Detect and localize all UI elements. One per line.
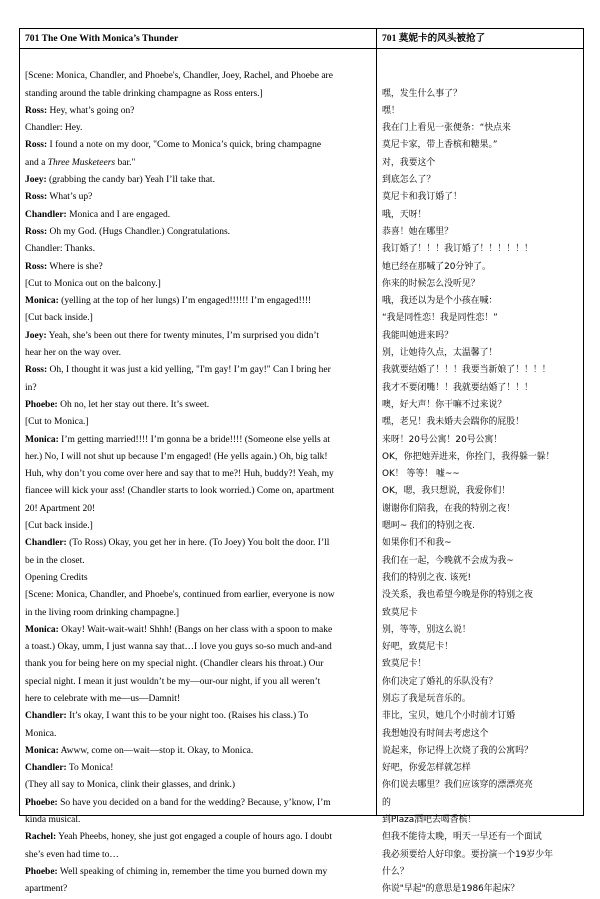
english-column	[20, 29, 377, 895]
script-line: a toast.) Okay, umm, I just wanna say that…I love you guys so-so much and-and	[25, 642, 332, 653]
script-line: Chandler: Monica and I are engaged.	[25, 209, 171, 220]
script-line: Monica: Awww, come on—wait—stop it. Okay, to Monica.	[25, 745, 254, 756]
chinese-column	[377, 29, 583, 895]
script-line: here to celebrate with me—us—Damnit!	[25, 693, 181, 704]
translation-line: 说起来，你记得上次烧了我的公寓吗？	[382, 745, 533, 756]
translation-line: 到Plaza酒吧去喝香槟！	[382, 815, 477, 826]
script-line: Ross: I found a note on my door, "Come to Monica’s quick, bring champagne	[25, 140, 322, 151]
script-line: Phoebe: Oh no, let her stay out there. It’s sweet.	[25, 399, 210, 410]
script-line: fiancee will kick your ass! (Chandler starts to look worried.) Come on, apartment	[25, 486, 335, 497]
script-line: Ross: Oh my God. (Hugs Chandler.) Congratulations.	[25, 226, 231, 237]
script-line: in?	[25, 382, 37, 393]
translation-line: 别忘了我是玩音乐的。	[382, 693, 471, 704]
script-line: Opening Credits	[25, 572, 88, 583]
script-line: Monica: (yelling at the top of her lungs) I’m engaged!!!!!! I’m engaged!!!!	[25, 296, 312, 307]
script-line: be in the closet.	[25, 555, 85, 566]
translation-line: 嘿，发生什么事了？	[382, 88, 462, 99]
translation-line: 但我不能待太晚，明天一早还有一个面试	[382, 832, 542, 843]
script-line: Ross: What’s up?	[25, 192, 93, 203]
translation-line: 来呀！20号公寓！20号公寓！	[382, 434, 503, 445]
translation-line: 好吧，你爱怎样就怎样	[382, 763, 471, 774]
script-line: Monica: Okay! Wait-wait-wait! Shhh! (Bangs on her class with a spoon to make	[25, 624, 333, 635]
script-line: [Cut back inside.]	[25, 521, 93, 532]
translation-line: 嘿！	[382, 105, 400, 116]
script-line: and a Three Musketeers bar."	[25, 157, 136, 168]
translation-line: 对，我要这个	[382, 157, 436, 168]
script-line: Chandler: It’s okay, I want this to be your night too. (Raises his class.) To	[25, 711, 309, 722]
translation-line: 恭喜！她在哪里？	[382, 226, 453, 237]
script-line: Phoebe: So have you decided on a band for the wedding? Because, y’know, I’m	[25, 797, 331, 808]
english-title: 701 The One With Monica’s Thunder	[20, 29, 376, 49]
script-line: thank you for being here on my special night. (Chandler clears his throat.) Our	[25, 659, 324, 670]
translation-line: 我想她没有时间去考虑这个	[382, 728, 489, 739]
translation-line: 嘿，老兄！我未婚夫会踹你的屁股！	[382, 417, 524, 428]
script-line: kinda musical.	[25, 815, 81, 826]
translation-line: 嗯呵~ 我们的特别之夜.	[382, 521, 475, 532]
script-line: Monica.	[25, 728, 57, 739]
script-line: Chandler: (To Ross) Okay, you get her in here. (To Joey) You bolt the door. I’ll	[25, 538, 330, 549]
translation-line: 我们的特别之夜. 该死!	[382, 572, 472, 583]
translation-line: 的	[382, 797, 391, 808]
translation-line: 没关系，我也希望今晚是你的特别之夜	[382, 590, 533, 601]
translation-line: 到底怎么了？	[382, 175, 436, 186]
translation-line: 你说"早起"的意思是1986年起床？	[382, 884, 520, 895]
spacer	[25, 51, 372, 68]
translation-line: 我能叫她进来吗？	[382, 330, 453, 341]
script-line: apartment?	[25, 884, 68, 895]
translation-line: 你们说去哪里？我们应该穿的漂漂亮亮	[382, 780, 533, 791]
script-line: special night. I mean it just wouldn’t be my—our-our night, if you all weren’t	[25, 676, 321, 687]
script-line: standing around the table drinking champagne as Ross enters.]	[25, 88, 263, 99]
translation-line: 你来的时候怎么没听见？	[382, 278, 480, 289]
script-line: Phoebe: Well speaking of chiming in, remember the time you burned down my	[25, 866, 328, 877]
chinese-body	[377, 49, 583, 899]
translation-line: 哦，天呀！	[382, 209, 427, 220]
translation-line: 我必须要给人好印象。要扮演一个19岁少年	[382, 849, 554, 860]
translation-line: OK，嗯，我只想说，我爱你们！	[382, 486, 511, 497]
translation-line: 我们在一起，今晚就不会成为我~	[382, 555, 514, 566]
script-line: in the living room drinking champagne.]	[25, 607, 180, 618]
script-line: Joey: Yeah, she’s been out there for twenty minutes, I’m surprised you didn’t	[25, 330, 320, 341]
translation-line: 谢谢你们陪我，在我的特别之夜！	[382, 503, 516, 514]
spacer	[382, 51, 581, 68]
script-line: Ross: Where is she?	[25, 261, 103, 272]
translation-line: OK，你把她弄进来，你拴门，我得躲一躲！	[382, 451, 555, 462]
translation-line: 哦，我还以为是个小孩在喊：	[382, 296, 498, 307]
translation-line: 菲比，宝贝，她几个小时前才订婚	[382, 711, 516, 722]
script-line: Chandler: Thanks.	[25, 244, 96, 255]
translation-line: 如果你们不和我~	[382, 538, 452, 549]
script-line: [Cut to Monica out on the balcony.]	[25, 278, 161, 289]
script-line: 20! Apartment 20!	[25, 503, 96, 514]
script-line: her.) No, I will not shut up because I’m engaged! (He yells again.) Oh, big talk!	[25, 451, 328, 462]
translation-line: OK！ 等等！ 嘘~~	[382, 469, 460, 480]
translation-line: 我就要结婚了！！！我要当新娘了！！！！	[382, 365, 551, 376]
translation-line: 致莫尼卡！	[382, 659, 427, 670]
script-line: [Scene: Monica, Chandler, and Phoebe's, continued from earlier, everyone is now	[25, 590, 335, 601]
translation-line: 别，让她待久点，太温馨了！	[382, 348, 498, 359]
script-line: Joey: (grabbing the candy bar) Yeah I’ll take that.	[25, 175, 215, 186]
translation-line: 什么？	[382, 866, 409, 877]
script-line: Ross: Oh, I thought it was just a kid yelling, "I'm gay! I’m gay!" Can I bring her	[25, 365, 331, 376]
translation-line: 你们决定了婚礼的乐队没有？	[382, 676, 498, 687]
script-line: Chandler: Hey.	[25, 123, 83, 134]
translation-line: 我在门上看见一张便条：“快点来	[382, 123, 511, 134]
script-line: Rachel: Yeah Pheebs, honey, she just got engaged a couple of hours ago. I doubt	[25, 832, 333, 843]
translation-line: 致莫尼卡	[382, 607, 418, 618]
script-line: [Cut back inside.]	[25, 313, 93, 324]
script-line: Monica: I’m getting married!!!! I’m gonna be a bride!!!! (Someone else yells at	[25, 434, 330, 445]
translation-line: 莫尼卡和我订婚了！	[382, 192, 462, 203]
translation-line: “我是同性恋！我是同性恋！”	[382, 313, 498, 324]
translation-line: 噢，好大声！你干嘛不过来说？	[382, 399, 507, 410]
script-line: [Scene: Monica, Chandler, and Phoebe's, Chandler, Joey, Rachel, and Phoebe are	[25, 71, 333, 82]
script-line: Ross: Hey, what’s going on?	[25, 105, 135, 116]
chinese-title: 701 莫妮卡的风头被抢了	[377, 29, 583, 49]
script-line: she’s even had time to…	[25, 849, 119, 860]
script-line: Huh, why don’t you come over here and say that to me?! Huh, buddy?! Yeah, my	[25, 469, 334, 480]
translation-line: 我才不要闭嘴！！我就要结婚了！！！	[382, 382, 533, 393]
translation-line: 她已经在那喊了20分钟了。	[382, 261, 491, 272]
translation-line: 莫尼卡家，带上香槟和糖果。”	[382, 140, 498, 151]
english-body	[20, 49, 376, 899]
translation-line: 别，等等，别这么说！	[382, 624, 471, 635]
script-line: (They all say to Monica, clink their glasses, and drink.)	[25, 780, 236, 791]
translation-line: 我订婚了！！！我订婚了！！！！！！	[382, 244, 533, 255]
translation-line: 好吧，致莫尼卡！	[382, 642, 453, 653]
script-page	[19, 28, 584, 895]
script-line: Chandler: To Monica!	[25, 763, 114, 774]
spacer	[382, 68, 581, 85]
script-line: hear her on the way over.	[25, 348, 122, 359]
script-line: [Cut to Monica.]	[25, 417, 89, 428]
